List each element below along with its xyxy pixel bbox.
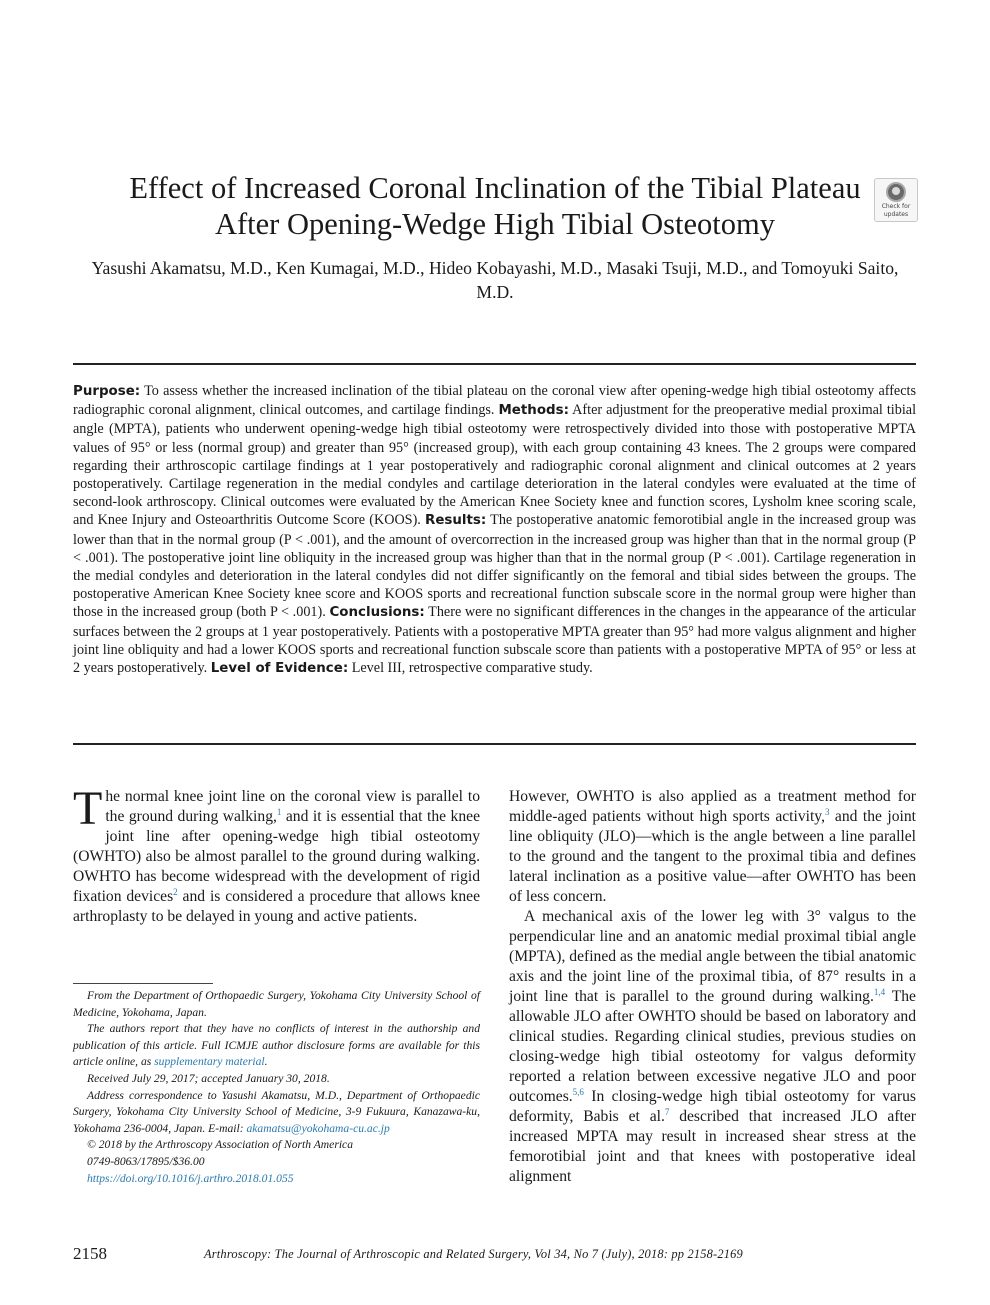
intro-text-3: and is considered a procedure that allows knee arthroplasty to be delayed in young and active patients. bbox=[73, 888, 480, 925]
p1-text-b: and the joint line obliquity (JLO)—which is the angle between a line parallel to the ground and the tangent to the proximal tibia and defines lateral inclination as a positive value—after OWHTO has been of less concern. bbox=[509, 808, 916, 905]
purpose-label: Purpose: bbox=[73, 384, 141, 399]
disclosure-note bbox=[73, 1021, 480, 1071]
footnote-rule bbox=[73, 983, 213, 984]
intro-text-1: he normal knee joint line on the coronal view is parallel to the ground during walking, bbox=[105, 788, 480, 825]
results-label: Results: bbox=[425, 513, 487, 529]
citation-2[interactable]: 2 bbox=[173, 886, 178, 897]
journal-citation: Arthroscopy: The Journal of Arthroscopic and Related Surgery, Vol 34, No 7 (July), 2018: pp 2158-2169 bbox=[204, 1247, 743, 1261]
p2-text-b: The allowable JLO after OWHTO should be based on laboratory and clinical studies. Regarding clinical studies, previous studies on closing-wedge high tibial osteotomy for valgus deformity reported a relation between excessive negative JLO and poor outcomes. bbox=[509, 988, 916, 1105]
badge-line-1: Check for bbox=[881, 203, 911, 210]
badge-line-2: updates bbox=[883, 211, 909, 218]
received-note: Received July 29, 2017; accepted January 30, 2018. bbox=[87, 1071, 330, 1085]
conclusions-label: Conclusions: bbox=[329, 605, 425, 621]
evidence-label: Level of Evidence: bbox=[210, 661, 349, 677]
email-link[interactable]: akamatsu@yokohama-cu.ac.jp bbox=[246, 1121, 390, 1135]
correspondence-text: Address correspondence to Yasushi Akamatsu, M.D., Department of Orthopaedic Surgery, Yokohama City University School of Medicine, 3-9 Fukuura, Kanazawa-ku, Yokohama 236-0004, Japan. E-mail: bbox=[73, 1088, 480, 1135]
check-for-updates-badge[interactable] bbox=[874, 178, 918, 222]
citation-5-6[interactable]: 5,6 bbox=[572, 1086, 584, 1097]
drop-cap: T bbox=[73, 782, 103, 835]
body-right-column bbox=[509, 787, 916, 1187]
intro-text-2: and it is essential that the knee joint line after opening-wedge high tibial osteotomy (OWHTO) also be almost parallel to the ground during walking. OWHTO has become widespread with the development of rigid fixation devices bbox=[73, 808, 480, 905]
body-left-column bbox=[73, 782, 480, 927]
footnotes bbox=[73, 988, 480, 1187]
correspondence-note bbox=[73, 1088, 480, 1138]
p2-text-a: A mechanical axis of the lower leg with 3° valgus to the perpendicular line and an anatomic medial proximal tibial angle (MPTA), defined as the medial angle between the tibial anatomic axis and the joint line of the proximal tibia, of 87° results in a joint line that is parallel to the ground during walking. bbox=[509, 908, 916, 1005]
supplementary-material-link[interactable]: supplementary material bbox=[154, 1055, 265, 1069]
p2-text-c: In closing-wedge high tibial osteotomy for varus deformity, Babis et al. bbox=[509, 1088, 916, 1125]
citation-1[interactable]: 1 bbox=[276, 806, 282, 817]
check-for-updates-icon bbox=[886, 182, 906, 202]
results-text: The postoperative anatomic femorotibial angle in the increased group was lower than that in the normal group (P < .001), and the amount of overcorrection in the increased group was higher than that in the normal group (P < .001). The postoperative joint line obliquity in the increased group was higher than that in the normal group (P < .001). Cartilage regeneration in the medial condyles and deterioration in the lateral condyles did not differ significantly on the femoral and tibial sides between the groups. The postoperative American Knee Society knee score and KOOS sports and recreational function subscale score in the normal group were higher than those in the increased group (both P < .001). bbox=[73, 512, 917, 621]
purpose-text: To assess whether the increased inclination of the tibial plateau on the coronal view after opening-wedge high tibial osteotomy affects radiographic coronal alignment, clinical outcomes, and cartilage findings. bbox=[73, 383, 916, 419]
citation-3[interactable]: 3 bbox=[824, 806, 830, 817]
methods-text: After adjustment for the preoperative medial proximal tibial angle (MPTA), patients who underwent opening-wedge high tibial osteotomy were retrospectively divided into those with postoperative MPTA values of 95° or less (normal group) and greater than 95° (increased group), with each group containing 43 knees. The 2 groups were compared regarding their arthroscopic cartilage findings at 1 year postoperatively and radiographic coronal alignment and clinical outcomes at 2 years postoperatively. Cartilage regeneration in the medial condyles and cartilage deterioration in the lateral condyles were evaluated at the time of second-look arthroscopy. Clinical outcomes were evaluated by the American Knee Society knee and function scores, Lysholm knee scoring scale, and Knee Injury and Osteoarthritis Outcome Score (KOOS). bbox=[73, 402, 917, 529]
methods-label: Methods: bbox=[498, 403, 569, 419]
disclosure-end: . bbox=[264, 1055, 268, 1069]
article-title: Effect of Increased Coronal Inclination of the Tibial Plateau After Opening-Wedge High Tibial Osteotomy bbox=[129, 171, 861, 241]
p2-text-d: described that increased JLO after increased MPTA may result in increased shear stress at the femorotibial joint and that knees with postoperative ideal alignment bbox=[509, 1108, 916, 1185]
copyright-note: © 2018 by the Arthroscopy Association of North America bbox=[87, 1138, 354, 1152]
page-number: 2158 bbox=[73, 1244, 107, 1263]
conclusions-text: There were no significant differences in the changes in the appearance of the articular surfaces between the 2 groups at 1 year postoperatively. Patients with a postoperative MPTA greater than 95° had more valgus alignment and higher joint line obliquity and had a lower KOOS sports and recreational function subscale score than patients with a postoperative MPTA of 95° or less at 2 years postoperatively. bbox=[73, 604, 917, 677]
affiliation-note: From the Department of Orthopaedic Surgery, Yokohama City University School of Medicine, Yokohama, Japan. bbox=[73, 989, 480, 1019]
evidence-text: Level III, retrospective comparative study. bbox=[351, 660, 593, 677]
paragraph-2 bbox=[509, 907, 916, 1187]
abstract-bottom-rule bbox=[73, 743, 916, 745]
issn-note: 0749-8063/17895/$36.00 bbox=[87, 1154, 205, 1168]
citation-7[interactable]: 7 bbox=[664, 1106, 670, 1117]
doi-link[interactable]: https://doi.org/10.1016/j.arthro.2018.01.055 bbox=[87, 1171, 294, 1185]
citation-1-4[interactable]: 1,4 bbox=[873, 986, 886, 997]
p1-text-a: However, OWHTO is also applied as a treatment method for middle-aged patients without high sports activity, bbox=[509, 788, 916, 825]
disclosure-text: The authors report that they have no conflicts of interest in the authorship and publication of this article. Full ICMJE author disclosure forms are available for this article online, as bbox=[73, 1022, 480, 1069]
paragraph-1 bbox=[509, 787, 916, 907]
abstract bbox=[73, 382, 916, 678]
abstract-top-rule bbox=[73, 363, 916, 365]
author-list: Yasushi Akamatsu, M.D., Ken Kumagai, M.D., Hideo Kobayashi, M.D., Masaki Tsuji, M.D., and Tomoyuki Saito, M.D. bbox=[91, 258, 899, 302]
